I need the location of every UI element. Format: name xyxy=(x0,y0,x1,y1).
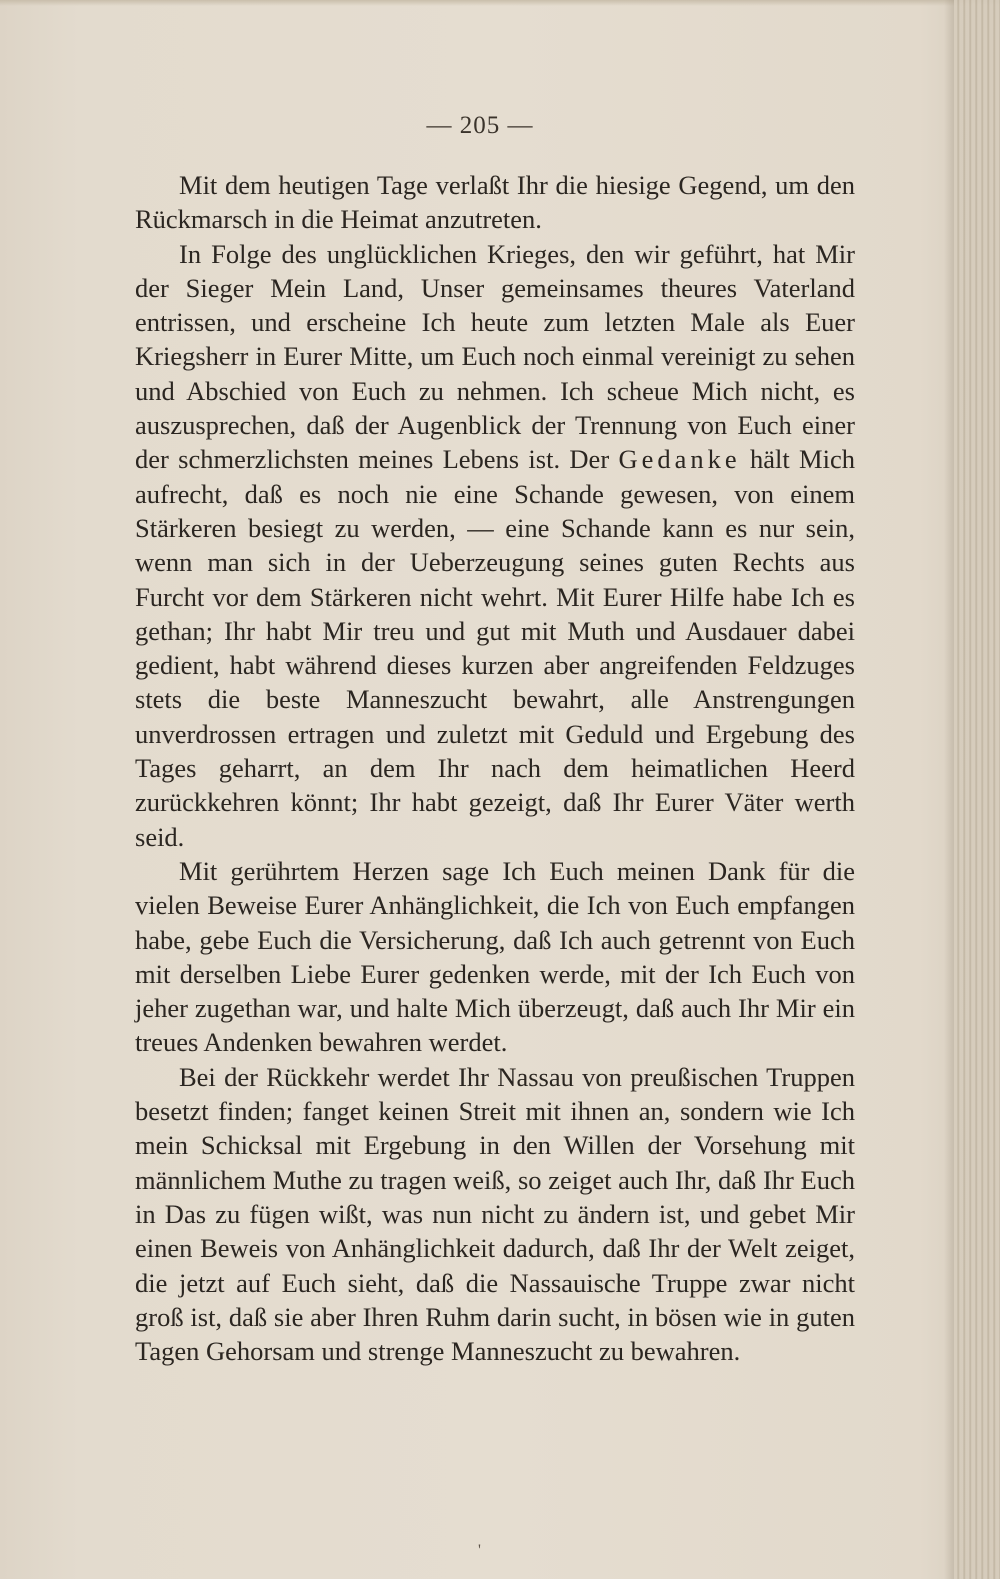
paragraph-4: Bei der Rückkehr werdet Ihr Nassau von preußischen Truppen besetzt finden; fanget keinen Streit mit ihnen an, sondern wie Ich mein Schicksal mit Ergebung in den Willen der Vorsehung mit männlichem Muthe zu tragen weiß, so zeiget auch Ihr, daß Ihr Euch in Das zu fügen wißt, was nun nicht zu ändern ist, und gebet Mir einen Beweis von Anhänglichkeit dadurch, daß Ihr der Welt zeiget, die jetzt auf Euch sieht, daß die Nassauische Truppe zwar nicht groß ist, daß sie aber Ihren Ruhm darin sucht, in bösen wie in guten Tagen Gehorsam und strenge Manneszucht zu bewahren. xyxy=(135,1061,855,1367)
paragraph-1: Mit dem heutigen Tage verlaßt Ihr die hiesige Gegend, um den Rückmarsch in die Heimat anzutreten. xyxy=(135,170,855,235)
page-number: — 205 — xyxy=(426,112,534,139)
paragraph-2-text-after: hält Mich aufrecht, daß es noch nie eine Schande gewesen, von einem Stärkeren besiegt zu werden, — eine Schande kann es nur sein, wenn man sich in der Ueberzeugung seines guten Rechts aus Furcht vor dem Stärkeren nicht wehrt. Mit Eurer Hilfe habe Ich es gethan; Ihr habt Mir treu und gut mit Muth und Ausdauer dabei gedient, habt während dieses kurzen aber angreifenden Feldzuges stets die beste Manneszucht bewahrt, alle Anstrengungen unverdrossen ertragen und zuletzt mit Geduld und Ergebung des Tages geharrt, an dem Ihr nach dem heimatlichen Heerd zurückkehren könnt; Ihr habt gezeigt, daß Ihr Eurer Väter werth seid. xyxy=(135,444,855,852)
paragraph-2-emphasis: Gedanke xyxy=(618,444,741,475)
paragraph-2 xyxy=(135,237,855,854)
page-top-edge xyxy=(0,0,1000,6)
footer-mark: ' xyxy=(478,1542,481,1559)
page-gutter-shadow xyxy=(944,0,954,1579)
paragraph-3: Mit gerührtem Herzen sage Ich Euch meinen Dank für die vielen Beweise Eurer Anhänglichkeit, die Ich von Euch empfangen habe, gebe Euch die Versicherung, daß Ich auch getrennt von Euch mit derselben Liebe Eurer gedenken werde, mit der Ich Euch von jeher zugethan war, und halte Mich überzeugt, daß auch Ihr Mir ein treues Andenken bewahren werdet. xyxy=(135,855,855,1058)
paragraph-2-text-before: In Folge des unglücklichen Krieges, den wir geführt, hat Mir der Sieger Mein Land, Unser gemeinsames theures Vaterland entrissen, und erscheine Ich heute zum letzten Male als Euer Kriegsherr in Eurer Mitte, um Euch noch einmal vereinigt zu sehen und Abschied von Euch zu nehmen. Ich scheue Mich nicht, es auszusprechen, daß der Augenblick der Trennung von Euch einer der schmerzlichsten meines Lebens ist. Der xyxy=(135,238,855,475)
body-text xyxy=(135,168,855,1368)
page-stack-edge xyxy=(954,0,1000,1579)
